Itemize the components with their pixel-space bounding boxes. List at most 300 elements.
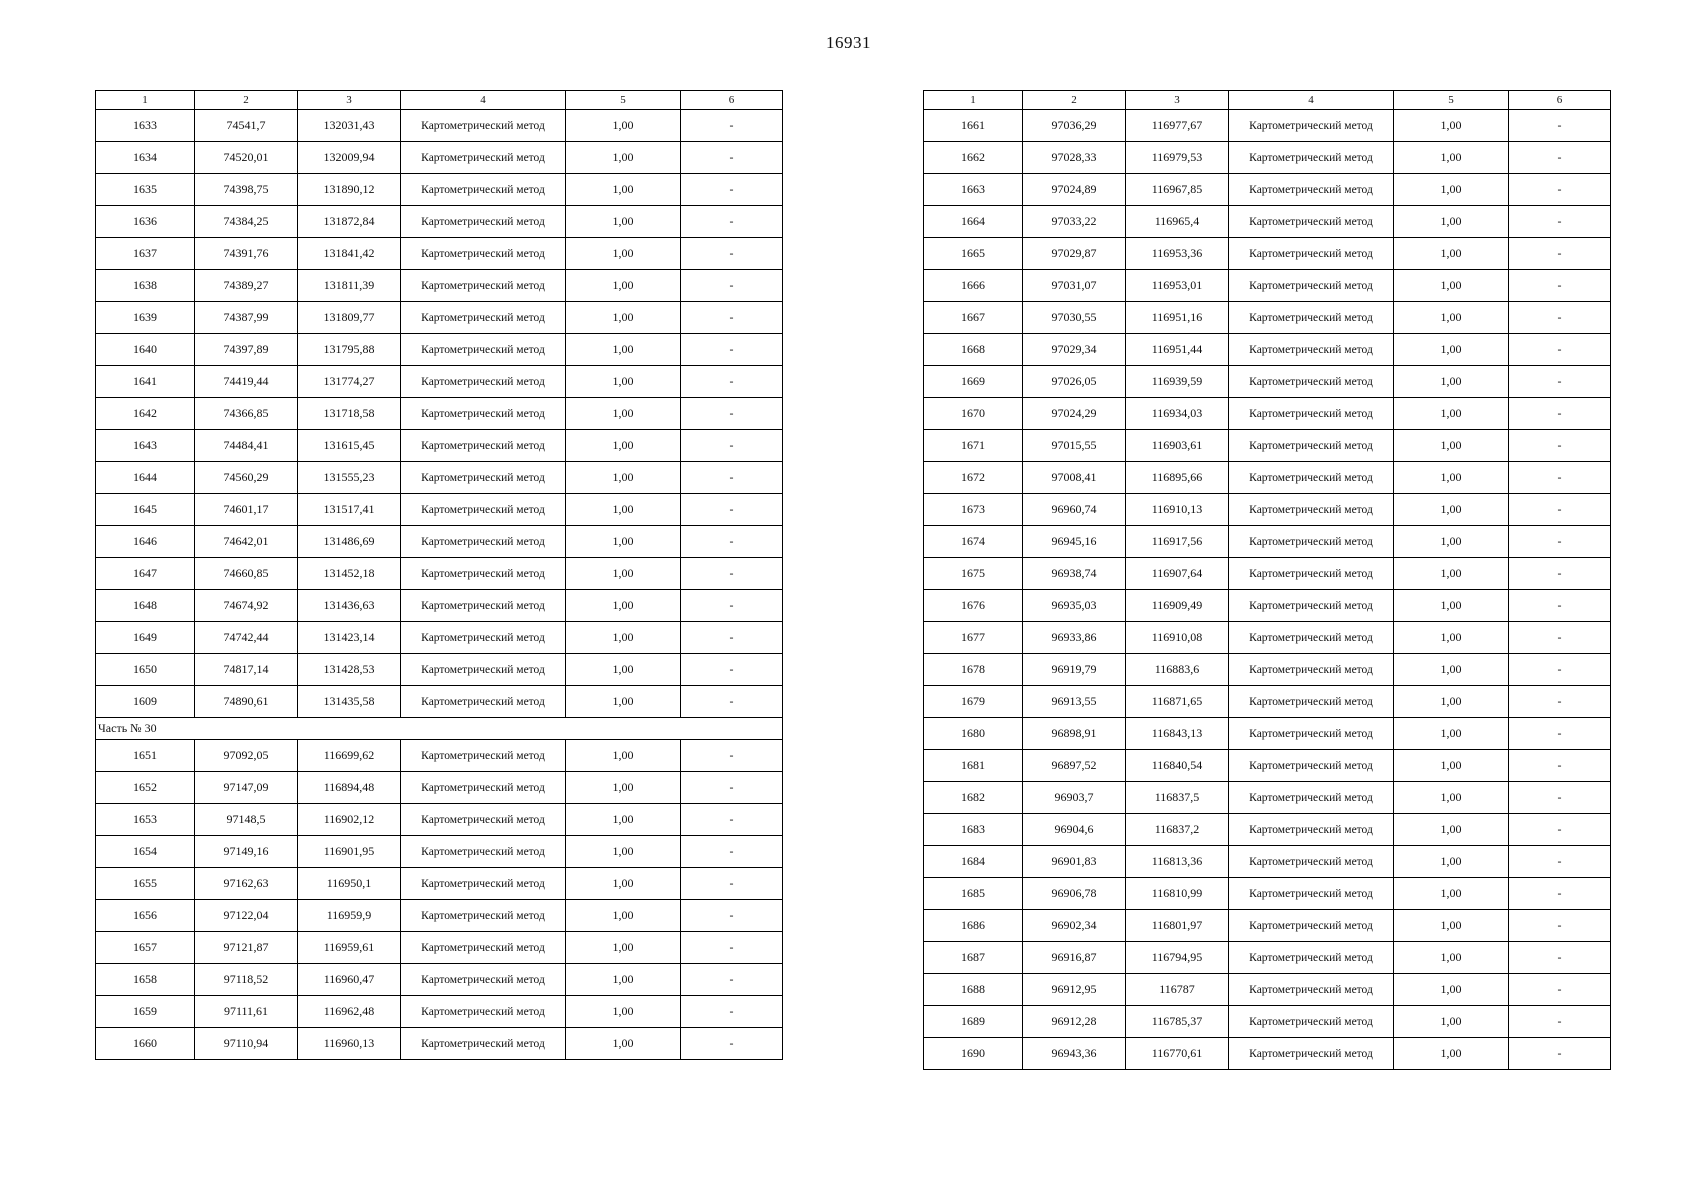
method-cell: Картометрический метод [1229, 942, 1394, 974]
table-row [924, 110, 1611, 142]
accuracy-cell: 1,00 [1394, 942, 1509, 974]
table-row [924, 974, 1611, 1006]
column-header: 3 [1126, 91, 1229, 110]
accuracy-cell: 1,00 [1394, 558, 1509, 590]
table-row [924, 334, 1611, 366]
accuracy-cell: 1,00 [566, 558, 681, 590]
accuracy-cell: 1,00 [1394, 334, 1509, 366]
x-coordinate-cell: 96903,7 [1023, 782, 1126, 814]
table-row [924, 558, 1611, 590]
point-number-cell: 1677 [924, 622, 1023, 654]
point-number-cell: 1686 [924, 910, 1023, 942]
x-coordinate-cell: 96938,74 [1023, 558, 1126, 590]
y-coordinate-cell: 116910,13 [1126, 494, 1229, 526]
x-coordinate-cell: 97015,55 [1023, 430, 1126, 462]
description-cell: - [1509, 110, 1611, 142]
method-cell: Картометрический метод [401, 654, 566, 686]
description-cell: - [1509, 494, 1611, 526]
method-cell: Картометрический метод [1229, 206, 1394, 238]
x-coordinate-cell: 74384,25 [195, 206, 298, 238]
method-cell: Картометрический метод [401, 1028, 566, 1060]
description-cell: - [1509, 654, 1611, 686]
y-coordinate-cell: 131615,45 [298, 430, 401, 462]
table-row [924, 686, 1611, 718]
method-cell: Картометрический метод [401, 932, 566, 964]
y-coordinate-cell: 116965,4 [1126, 206, 1229, 238]
description-cell: - [1509, 366, 1611, 398]
coordinates-table-left [95, 90, 783, 1060]
y-coordinate-cell: 116894,48 [298, 772, 401, 804]
y-coordinate-cell: 131423,14 [298, 622, 401, 654]
point-number-cell: 1658 [96, 964, 195, 996]
x-coordinate-cell: 96912,95 [1023, 974, 1126, 1006]
method-cell: Картометрический метод [1229, 590, 1394, 622]
y-coordinate-cell: 116810,99 [1126, 878, 1229, 910]
description-cell: - [681, 334, 783, 366]
table-row [96, 270, 783, 302]
description-cell: - [681, 740, 783, 772]
y-coordinate-cell: 116910,08 [1126, 622, 1229, 654]
description-cell: - [681, 206, 783, 238]
description-cell: - [1509, 174, 1611, 206]
method-cell: Картометрический метод [401, 398, 566, 430]
x-coordinate-cell: 97148,5 [195, 804, 298, 836]
method-cell: Картометрический метод [401, 334, 566, 366]
accuracy-cell: 1,00 [566, 932, 681, 964]
table-row [924, 846, 1611, 878]
description-cell: - [681, 964, 783, 996]
method-cell: Картометрический метод [401, 110, 566, 142]
table-row [924, 1038, 1611, 1070]
point-number-cell: 1676 [924, 590, 1023, 622]
x-coordinate-cell: 96960,74 [1023, 494, 1126, 526]
x-coordinate-cell: 74419,44 [195, 366, 298, 398]
description-cell: - [681, 558, 783, 590]
point-number-cell: 1682 [924, 782, 1023, 814]
column-header: 6 [1509, 91, 1611, 110]
point-number-cell: 1661 [924, 110, 1023, 142]
y-coordinate-cell: 116787 [1126, 974, 1229, 1006]
x-coordinate-cell: 74742,44 [195, 622, 298, 654]
accuracy-cell: 1,00 [566, 964, 681, 996]
accuracy-cell: 1,00 [566, 270, 681, 302]
table-row [96, 206, 783, 238]
column-header: 5 [1394, 91, 1509, 110]
accuracy-cell: 1,00 [1394, 686, 1509, 718]
y-coordinate-cell: 116794,95 [1126, 942, 1229, 974]
y-coordinate-cell: 131718,58 [298, 398, 401, 430]
table-row [96, 1028, 783, 1060]
accuracy-cell: 1,00 [566, 740, 681, 772]
x-coordinate-cell: 97121,87 [195, 932, 298, 964]
method-cell: Картометрический метод [1229, 462, 1394, 494]
accuracy-cell: 1,00 [1394, 366, 1509, 398]
point-number-cell: 1656 [96, 900, 195, 932]
table-row [924, 878, 1611, 910]
table-row [96, 836, 783, 868]
table-row [924, 206, 1611, 238]
y-coordinate-cell: 116977,67 [1126, 110, 1229, 142]
x-coordinate-cell: 97092,05 [195, 740, 298, 772]
point-number-cell: 1651 [96, 740, 195, 772]
method-cell: Картометрический метод [1229, 302, 1394, 334]
table-row [924, 910, 1611, 942]
point-number-cell: 1665 [924, 238, 1023, 270]
table-header [924, 91, 1611, 110]
x-coordinate-cell: 74484,41 [195, 430, 298, 462]
accuracy-cell: 1,00 [1394, 654, 1509, 686]
method-cell: Картометрический метод [1229, 558, 1394, 590]
y-coordinate-cell: 116967,85 [1126, 174, 1229, 206]
table-row [96, 334, 783, 366]
x-coordinate-cell: 97008,41 [1023, 462, 1126, 494]
method-cell: Картометрический метод [401, 430, 566, 462]
method-cell: Картометрический метод [1229, 334, 1394, 366]
x-coordinate-cell: 97111,61 [195, 996, 298, 1028]
point-number-cell: 1678 [924, 654, 1023, 686]
table-row [924, 782, 1611, 814]
point-number-cell: 1652 [96, 772, 195, 804]
table-body [924, 110, 1611, 1070]
y-coordinate-cell: 131452,18 [298, 558, 401, 590]
description-cell: - [1509, 814, 1611, 846]
accuracy-cell: 1,00 [1394, 270, 1509, 302]
description-cell: - [681, 622, 783, 654]
description-cell: - [1509, 910, 1611, 942]
method-cell: Картометрический метод [1229, 1006, 1394, 1038]
description-cell: - [1509, 718, 1611, 750]
accuracy-cell: 1,00 [566, 206, 681, 238]
method-cell: Картометрический метод [401, 174, 566, 206]
method-cell: Картометрический метод [1229, 270, 1394, 302]
method-cell: Картометрический метод [1229, 878, 1394, 910]
table-row [924, 622, 1611, 654]
method-cell: Картометрический метод [1229, 686, 1394, 718]
description-cell: - [1509, 686, 1611, 718]
table-row [924, 142, 1611, 174]
accuracy-cell: 1,00 [1394, 238, 1509, 270]
y-coordinate-cell: 116960,13 [298, 1028, 401, 1060]
accuracy-cell: 1,00 [566, 430, 681, 462]
accuracy-cell: 1,00 [1394, 430, 1509, 462]
table-row [96, 142, 783, 174]
table-row [924, 750, 1611, 782]
method-cell: Картометрический метод [401, 142, 566, 174]
y-coordinate-cell: 116953,36 [1126, 238, 1229, 270]
accuracy-cell: 1,00 [1394, 110, 1509, 142]
table-row [96, 110, 783, 142]
x-coordinate-cell: 96897,52 [1023, 750, 1126, 782]
accuracy-cell: 1,00 [1394, 846, 1509, 878]
description-cell: - [1509, 846, 1611, 878]
column-header: 1 [924, 91, 1023, 110]
x-coordinate-cell: 97026,05 [1023, 366, 1126, 398]
table-row [924, 1006, 1611, 1038]
section-row [96, 718, 783, 740]
accuracy-cell: 1,00 [1394, 142, 1509, 174]
description-cell: - [1509, 750, 1611, 782]
method-cell: Картометрический метод [1229, 622, 1394, 654]
table-row [924, 654, 1611, 686]
column-header: 1 [96, 91, 195, 110]
method-cell: Картометрический метод [401, 740, 566, 772]
x-coordinate-cell: 74890,61 [195, 686, 298, 718]
accuracy-cell: 1,00 [1394, 1038, 1509, 1070]
description-cell: - [681, 772, 783, 804]
x-coordinate-cell: 74560,29 [195, 462, 298, 494]
description-cell: - [1509, 974, 1611, 1006]
y-coordinate-cell: 116950,1 [298, 868, 401, 900]
description-cell: - [681, 238, 783, 270]
method-cell: Картометрический метод [1229, 430, 1394, 462]
y-coordinate-cell: 131486,69 [298, 526, 401, 558]
method-cell: Картометрический метод [401, 868, 566, 900]
method-cell: Картометрический метод [1229, 782, 1394, 814]
x-coordinate-cell: 96902,34 [1023, 910, 1126, 942]
x-coordinate-cell: 97029,87 [1023, 238, 1126, 270]
accuracy-cell: 1,00 [566, 334, 681, 366]
y-coordinate-cell: 116959,9 [298, 900, 401, 932]
accuracy-cell: 1,00 [566, 526, 681, 558]
description-cell: - [1509, 526, 1611, 558]
accuracy-cell: 1,00 [1394, 878, 1509, 910]
point-number-cell: 1659 [96, 996, 195, 1028]
method-cell: Картометрический метод [1229, 750, 1394, 782]
method-cell: Картометрический метод [401, 686, 566, 718]
x-coordinate-cell: 97110,94 [195, 1028, 298, 1060]
table-row [96, 804, 783, 836]
accuracy-cell: 1,00 [1394, 398, 1509, 430]
accuracy-cell: 1,00 [1394, 526, 1509, 558]
description-cell: - [681, 686, 783, 718]
description-cell: - [681, 526, 783, 558]
description-cell: - [1509, 206, 1611, 238]
method-cell: Картометрический метод [401, 206, 566, 238]
accuracy-cell: 1,00 [1394, 910, 1509, 942]
method-cell: Картометрический метод [1229, 142, 1394, 174]
point-number-cell: 1681 [924, 750, 1023, 782]
accuracy-cell: 1,00 [1394, 1006, 1509, 1038]
accuracy-cell: 1,00 [566, 398, 681, 430]
y-coordinate-cell: 116960,47 [298, 964, 401, 996]
y-coordinate-cell: 116962,48 [298, 996, 401, 1028]
accuracy-cell: 1,00 [1394, 622, 1509, 654]
accuracy-cell: 1,00 [1394, 302, 1509, 334]
x-coordinate-cell: 97162,63 [195, 868, 298, 900]
point-number-cell: 1675 [924, 558, 1023, 590]
y-coordinate-cell: 116837,2 [1126, 814, 1229, 846]
description-cell: - [681, 590, 783, 622]
x-coordinate-cell: 74601,17 [195, 494, 298, 526]
description-cell: - [1509, 462, 1611, 494]
description-cell: - [1509, 942, 1611, 974]
point-number-cell: 1680 [924, 718, 1023, 750]
y-coordinate-cell: 116699,62 [298, 740, 401, 772]
y-coordinate-cell: 131428,53 [298, 654, 401, 686]
y-coordinate-cell: 116959,61 [298, 932, 401, 964]
accuracy-cell: 1,00 [1394, 814, 1509, 846]
table-row [96, 590, 783, 622]
section-title: Часть № 30 [96, 718, 783, 740]
table-row [96, 772, 783, 804]
x-coordinate-cell: 74817,14 [195, 654, 298, 686]
y-coordinate-cell: 116770,61 [1126, 1038, 1229, 1070]
accuracy-cell: 1,00 [566, 900, 681, 932]
column-header: 5 [566, 91, 681, 110]
description-cell: - [681, 270, 783, 302]
table-row [96, 654, 783, 686]
method-cell: Картометрический метод [401, 494, 566, 526]
table-row [924, 590, 1611, 622]
x-coordinate-cell: 97122,04 [195, 900, 298, 932]
y-coordinate-cell: 131809,77 [298, 302, 401, 334]
x-coordinate-cell: 97024,89 [1023, 174, 1126, 206]
method-cell: Картометрический метод [1229, 494, 1394, 526]
x-coordinate-cell: 74389,27 [195, 270, 298, 302]
accuracy-cell: 1,00 [1394, 206, 1509, 238]
method-cell: Картометрический метод [401, 462, 566, 494]
point-number-cell: 1679 [924, 686, 1023, 718]
table-row [96, 398, 783, 430]
x-coordinate-cell: 97031,07 [1023, 270, 1126, 302]
header-row [96, 91, 783, 110]
point-number-cell: 1683 [924, 814, 1023, 846]
table-header [96, 91, 783, 110]
table-row [96, 900, 783, 932]
x-coordinate-cell: 96898,91 [1023, 718, 1126, 750]
x-coordinate-cell: 97033,22 [1023, 206, 1126, 238]
method-cell: Картометрический метод [1229, 398, 1394, 430]
description-cell: - [681, 462, 783, 494]
description-cell: - [1509, 558, 1611, 590]
point-number-cell: 1687 [924, 942, 1023, 974]
description-cell: - [681, 900, 783, 932]
accuracy-cell: 1,00 [566, 772, 681, 804]
y-coordinate-cell: 132009,94 [298, 142, 401, 174]
method-cell: Картометрический метод [1229, 974, 1394, 1006]
x-coordinate-cell: 74520,01 [195, 142, 298, 174]
description-cell: - [1509, 1006, 1611, 1038]
accuracy-cell: 1,00 [1394, 174, 1509, 206]
method-cell: Картометрический метод [1229, 814, 1394, 846]
method-cell: Картометрический метод [401, 836, 566, 868]
accuracy-cell: 1,00 [566, 868, 681, 900]
point-number-cell: 1649 [96, 622, 195, 654]
method-cell: Картометрический метод [1229, 718, 1394, 750]
method-cell: Картометрический метод [401, 964, 566, 996]
x-coordinate-cell: 97147,09 [195, 772, 298, 804]
table-row [96, 430, 783, 462]
accuracy-cell: 1,00 [566, 804, 681, 836]
column-header: 4 [1229, 91, 1394, 110]
point-number-cell: 1660 [96, 1028, 195, 1060]
y-coordinate-cell: 116871,65 [1126, 686, 1229, 718]
y-coordinate-cell: 116934,03 [1126, 398, 1229, 430]
accuracy-cell: 1,00 [1394, 974, 1509, 1006]
x-coordinate-cell: 74642,01 [195, 526, 298, 558]
point-number-cell: 1609 [96, 686, 195, 718]
description-cell: - [681, 430, 783, 462]
description-cell: - [1509, 622, 1611, 654]
accuracy-cell: 1,00 [566, 238, 681, 270]
method-cell: Картометрический метод [401, 558, 566, 590]
table-row [924, 814, 1611, 846]
point-number-cell: 1647 [96, 558, 195, 590]
table-row [96, 622, 783, 654]
table-row [924, 526, 1611, 558]
point-number-cell: 1634 [96, 142, 195, 174]
x-coordinate-cell: 74660,85 [195, 558, 298, 590]
point-number-cell: 1654 [96, 836, 195, 868]
method-cell: Картометрический метод [1229, 526, 1394, 558]
point-number-cell: 1667 [924, 302, 1023, 334]
table-body [96, 110, 783, 1060]
y-coordinate-cell: 116939,59 [1126, 366, 1229, 398]
accuracy-cell: 1,00 [1394, 590, 1509, 622]
accuracy-cell: 1,00 [566, 590, 681, 622]
x-coordinate-cell: 74387,99 [195, 302, 298, 334]
point-number-cell: 1633 [96, 110, 195, 142]
y-coordinate-cell: 116813,36 [1126, 846, 1229, 878]
point-number-cell: 1664 [924, 206, 1023, 238]
description-cell: - [681, 932, 783, 964]
y-coordinate-cell: 116801,97 [1126, 910, 1229, 942]
y-coordinate-cell: 131436,63 [298, 590, 401, 622]
point-number-cell: 1648 [96, 590, 195, 622]
page-number: 16931 [826, 33, 871, 52]
method-cell: Картометрический метод [401, 366, 566, 398]
x-coordinate-cell: 74674,92 [195, 590, 298, 622]
accuracy-cell: 1,00 [566, 494, 681, 526]
y-coordinate-cell: 131872,84 [298, 206, 401, 238]
column-header: 2 [1023, 91, 1126, 110]
table-row [96, 932, 783, 964]
table-row [96, 238, 783, 270]
method-cell: Картометрический метод [401, 590, 566, 622]
description-cell: - [1509, 430, 1611, 462]
accuracy-cell: 1,00 [566, 302, 681, 334]
method-cell: Картометрический метод [401, 302, 566, 334]
point-number-cell: 1644 [96, 462, 195, 494]
description-cell: - [1509, 878, 1611, 910]
x-coordinate-cell: 74541,7 [195, 110, 298, 142]
x-coordinate-cell: 96943,36 [1023, 1038, 1126, 1070]
point-number-cell: 1670 [924, 398, 1023, 430]
x-coordinate-cell: 96916,87 [1023, 942, 1126, 974]
y-coordinate-cell: 116902,12 [298, 804, 401, 836]
x-coordinate-cell: 97149,16 [195, 836, 298, 868]
method-cell: Картометрический метод [1229, 846, 1394, 878]
accuracy-cell: 1,00 [566, 174, 681, 206]
table-row [96, 686, 783, 718]
table-row [924, 238, 1611, 270]
point-number-cell: 1662 [924, 142, 1023, 174]
y-coordinate-cell: 116837,5 [1126, 782, 1229, 814]
point-number-cell: 1638 [96, 270, 195, 302]
method-cell: Картометрический метод [1229, 910, 1394, 942]
x-coordinate-cell: 74366,85 [195, 398, 298, 430]
description-cell: - [681, 868, 783, 900]
x-coordinate-cell: 96913,55 [1023, 686, 1126, 718]
method-cell: Картометрический метод [401, 772, 566, 804]
point-number-cell: 1655 [96, 868, 195, 900]
description-cell: - [681, 366, 783, 398]
x-coordinate-cell: 96919,79 [1023, 654, 1126, 686]
point-number-cell: 1668 [924, 334, 1023, 366]
y-coordinate-cell: 131841,42 [298, 238, 401, 270]
table-row [96, 740, 783, 772]
x-coordinate-cell: 97024,29 [1023, 398, 1126, 430]
